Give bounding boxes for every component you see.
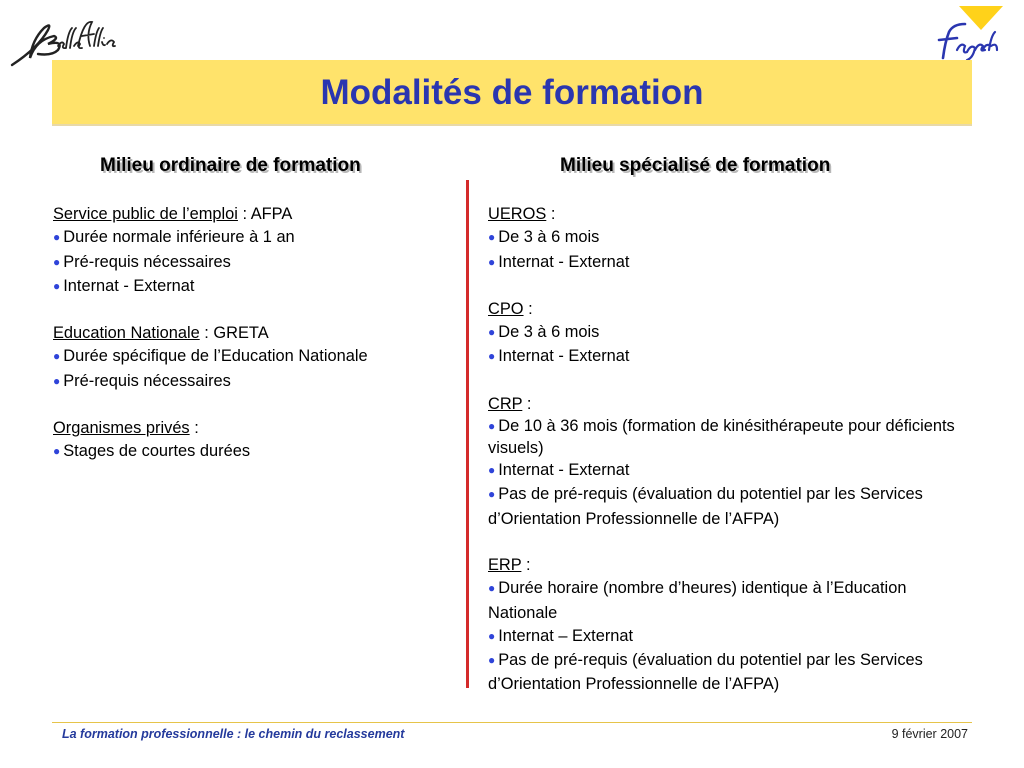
section-suffix: :	[523, 299, 533, 318]
bullet-icon: ●	[53, 278, 61, 293]
bullet-icon: ●	[488, 463, 496, 478]
bullet-icon: ●	[53, 444, 61, 459]
section-suffix: :	[546, 205, 556, 223]
bullet-icon: ●	[53, 373, 61, 388]
section-erp	[488, 554, 958, 697]
section-name: Organismes privés	[53, 419, 190, 438]
list-item: ● Internat - Externat	[488, 252, 630, 271]
bullet-icon: ●	[53, 254, 61, 269]
bullet-icon: ●	[488, 628, 496, 643]
right-column-heading: Milieu spécialisé de formation	[560, 155, 831, 176]
bullet-icon: ●	[488, 325, 496, 340]
right-column	[488, 203, 958, 720]
section-suffix: :	[522, 394, 532, 413]
list-item: ● Internat - Externat	[488, 347, 630, 366]
footer-rule	[52, 722, 972, 723]
column-divider	[466, 180, 469, 688]
list-item: ● Durée horaire (nombre d’heures) identique à l’Education Nationale	[488, 579, 907, 622]
section-suffix: : GRETA	[199, 324, 269, 343]
list-item: ● Pas de pré-requis (évaluation du potentiel par les Services d’Orientation Professionnelle de l’AFPA)	[488, 485, 923, 528]
list-item: ● Durée spécifique de l’Education Nationale	[53, 347, 368, 366]
left-column-heading: Milieu ordinaire de formation	[100, 155, 361, 176]
section-suffix: :	[521, 555, 531, 574]
list-item: ● De 3 à 6 mois	[488, 323, 600, 342]
section-crp	[488, 393, 958, 531]
bullet-icon: ●	[53, 349, 61, 364]
list-item: ● Pas de pré-requis (évaluation du potentiel par les Services d’Orientation Professionnelle de l’AFPA)	[488, 651, 923, 694]
footer-date: 9 février 2007	[891, 727, 968, 741]
section-education-nationale	[53, 322, 458, 394]
list-item: ● Pré-requis nécessaires	[53, 371, 231, 390]
bullet-icon: ●	[488, 419, 496, 434]
section-name: ERP	[488, 555, 522, 574]
section-name: Education Nationale	[53, 324, 200, 343]
list-item: ● De 10 à 36 mois (formation de kinésithérapeute pour déficients visuels)	[488, 417, 955, 458]
section-name: CRP	[488, 394, 523, 413]
list-item: ● Internat - Externat	[488, 461, 630, 480]
slide-title: Modalités de formation	[320, 73, 704, 112]
section-name: Service public de l’emploi	[53, 205, 238, 223]
section-suffix: :	[189, 419, 199, 438]
section-ueros	[488, 203, 958, 275]
footer-caption: La formation professionnelle : le chemin du reclassement	[62, 727, 405, 741]
fagerh-logo	[935, 2, 1005, 62]
section-name: UEROS	[488, 205, 547, 223]
section-organismes-prives	[53, 417, 458, 465]
bullet-icon: ●	[488, 581, 496, 596]
list-item: ● De 3 à 6 mois	[488, 228, 600, 247]
section-name: CPO	[488, 299, 524, 318]
section-cpo	[488, 298, 958, 370]
list-item: ● Internat – Externat	[488, 626, 634, 645]
bullet-icon: ●	[488, 653, 496, 668]
bullet-icon: ●	[488, 230, 496, 245]
section-suffix: : AFPA	[237, 205, 293, 223]
list-item: ● Durée normale inférieure à 1 an	[53, 228, 295, 247]
bullet-icon: ●	[488, 254, 496, 269]
left-column	[53, 203, 458, 488]
bullet-icon: ●	[488, 349, 496, 364]
list-item: ● Pré-requis nécessaires	[53, 252, 231, 271]
section-service-public	[53, 203, 458, 299]
bullet-icon: ●	[488, 487, 496, 502]
list-item: ● Stages de courtes durées	[53, 442, 251, 461]
title-banner	[52, 60, 972, 126]
bullet-icon: ●	[53, 230, 61, 245]
list-item: ● Internat - Externat	[53, 276, 195, 295]
